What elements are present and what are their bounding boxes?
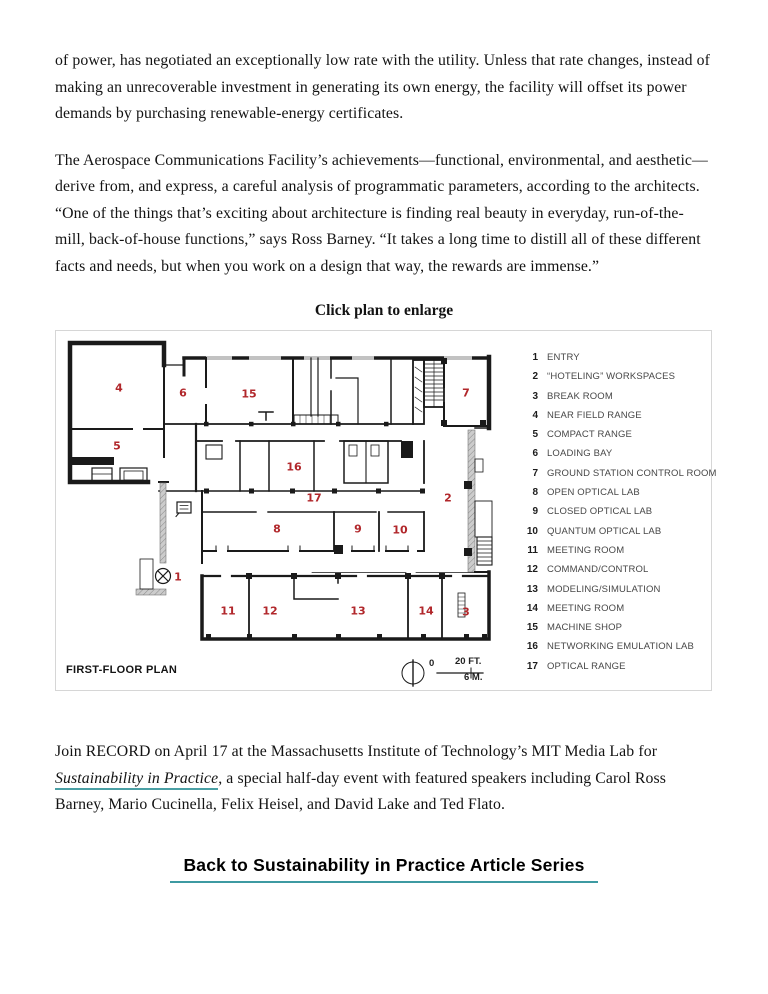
legend-number: 15: [526, 622, 538, 634]
legend-item: [524, 429, 717, 448]
legend-label: MEETING ROOM: [547, 544, 625, 556]
legend-item: [524, 410, 717, 429]
legend-item: [524, 584, 717, 603]
legend-label: MACHINE SHOP: [547, 622, 623, 634]
legend-item: [524, 526, 717, 545]
legend-label: CLOSED OPTICAL LAB: [547, 506, 653, 518]
event-paragraph: [55, 739, 713, 819]
room-number-label: 13: [350, 604, 366, 618]
legend-item: [524, 506, 717, 525]
body-paragraph-1: of power, has negotiated an exceptionally low rate with the utility. Unless that rate changes, instead of making an unrecoverable investment in generating its own energy, the facility will offset its power demands by purchasing renewable-energy certificates.: [55, 52, 711, 122]
legend-number: 6: [532, 448, 538, 460]
legend-label: NETWORKING EMULATION LAB: [547, 641, 694, 653]
legend-label: OPEN OPTICAL LAB: [547, 487, 640, 499]
room-number-label: 8: [273, 522, 281, 536]
legend-number: 4: [532, 409, 538, 421]
legend-label: BREAK ROOM: [547, 390, 613, 402]
legend-item: [524, 564, 717, 583]
legend-label: GROUND STATION CONTROL ROOM: [547, 467, 717, 479]
legend-number: 1: [532, 352, 538, 363]
room-number-label: 1: [174, 570, 182, 584]
scale-meters-label: 6 M.: [464, 672, 483, 683]
legend-item: [524, 661, 717, 680]
legend-number: 7: [532, 467, 538, 479]
room-number-label: 15: [241, 387, 257, 401]
legend-label: COMPACT RANGE: [547, 429, 632, 441]
room-number-label: 12: [262, 604, 278, 618]
room-number-label: 5: [113, 439, 121, 453]
legend-item: [524, 352, 717, 371]
plan-caption: Click plan to enlarge: [314, 302, 454, 319]
floor-plan-figure[interactable]: [55, 330, 717, 691]
room-number-label: 17: [306, 491, 322, 505]
room-number-label: 4: [115, 381, 123, 395]
body-paragraph-2: The Aerospace Communications Facility’s achievements—functional, environmental, and aesthetic—derive from, and express, a careful analysis of programmatic parameters, according to the architects. “One of the things that’s exciting about architecture is finding real beauty in everyday, run-of-the-mill, back-of-house functions,” says Ross Barney. “It takes a long time to distill all of these different facts and needs, but when you work on a design that way, the rewards are immense.”: [55, 151, 708, 275]
legend-item: [524, 468, 717, 487]
back-link-row: [55, 855, 713, 883]
legend-number: 9: [532, 506, 538, 518]
legend-number: 5: [532, 429, 538, 441]
event-text-after: , a special half-day event with featured speakers including Carol Ross Barney, Mario Cucinella, Felix Heisel, and David Lake and Ted Flato.: [55, 769, 667, 813]
north-arrow-icon: [402, 660, 424, 686]
legend-label: ENTRY: [547, 352, 580, 363]
article-page: [55, 0, 717, 883]
room-number-label: 3: [462, 605, 470, 619]
legend-item: [524, 545, 717, 564]
room-number-label: 14: [418, 604, 434, 618]
room-number-label: 16: [286, 460, 302, 474]
legend-label: LOADING BAY: [547, 448, 613, 460]
room-number-label: 6: [179, 386, 187, 400]
legend-label: QUANTUM OPTICAL LAB: [547, 525, 662, 537]
legend-number: 8: [532, 487, 538, 499]
legend-label: COMMAND/CONTROL: [547, 564, 649, 576]
legend-number: 13: [526, 583, 538, 595]
legend-label: OPTICAL RANGE: [547, 660, 626, 672]
legend-label: “HOTELING” WORKSPACES: [547, 371, 676, 383]
legend-number: 16: [526, 641, 538, 653]
legend-item: [524, 487, 717, 506]
legend-number: 14: [526, 602, 538, 614]
legend-item: [524, 641, 717, 660]
legend-label: MODELING/SIMULATION: [547, 583, 661, 595]
room-number-label: 10: [392, 523, 408, 537]
legend-number: 12: [526, 564, 538, 576]
plan-legend: [524, 352, 717, 680]
event-text-before: Join RECORD on April 17 at the Massachusetts Institute of Technology’s MIT Media Lab for: [55, 743, 658, 760]
room-number-label: 7: [462, 386, 470, 400]
legend-number: 3: [532, 390, 538, 402]
legend-number: 17: [526, 660, 538, 672]
room-number-label: 9: [354, 522, 362, 536]
legend-label: NEAR FIELD RANGE: [547, 409, 642, 421]
back-to-series-link[interactable]: Back to Sustainability in Practice Article Series: [170, 855, 597, 883]
scale-feet-label: 20 FT.: [455, 656, 482, 667]
sustainability-in-practice-link[interactable]: Sustainability in Practice: [55, 770, 218, 790]
legend-item: [524, 448, 717, 467]
legend-item: [524, 603, 717, 622]
scale-zero-label: 0: [429, 658, 435, 669]
room-number-label: 11: [220, 604, 236, 618]
legend-item: [524, 371, 717, 390]
legend-item: [524, 391, 717, 410]
legend-number: 2: [532, 371, 538, 383]
legend-label: MEETING ROOM: [547, 602, 625, 614]
legend-item: [524, 622, 717, 641]
legend-number: 10: [526, 525, 538, 537]
room-number-label: 2: [444, 491, 452, 505]
plan-title: FIRST-FLOOR PLAN: [66, 664, 178, 676]
legend-number: 11: [527, 544, 538, 556]
